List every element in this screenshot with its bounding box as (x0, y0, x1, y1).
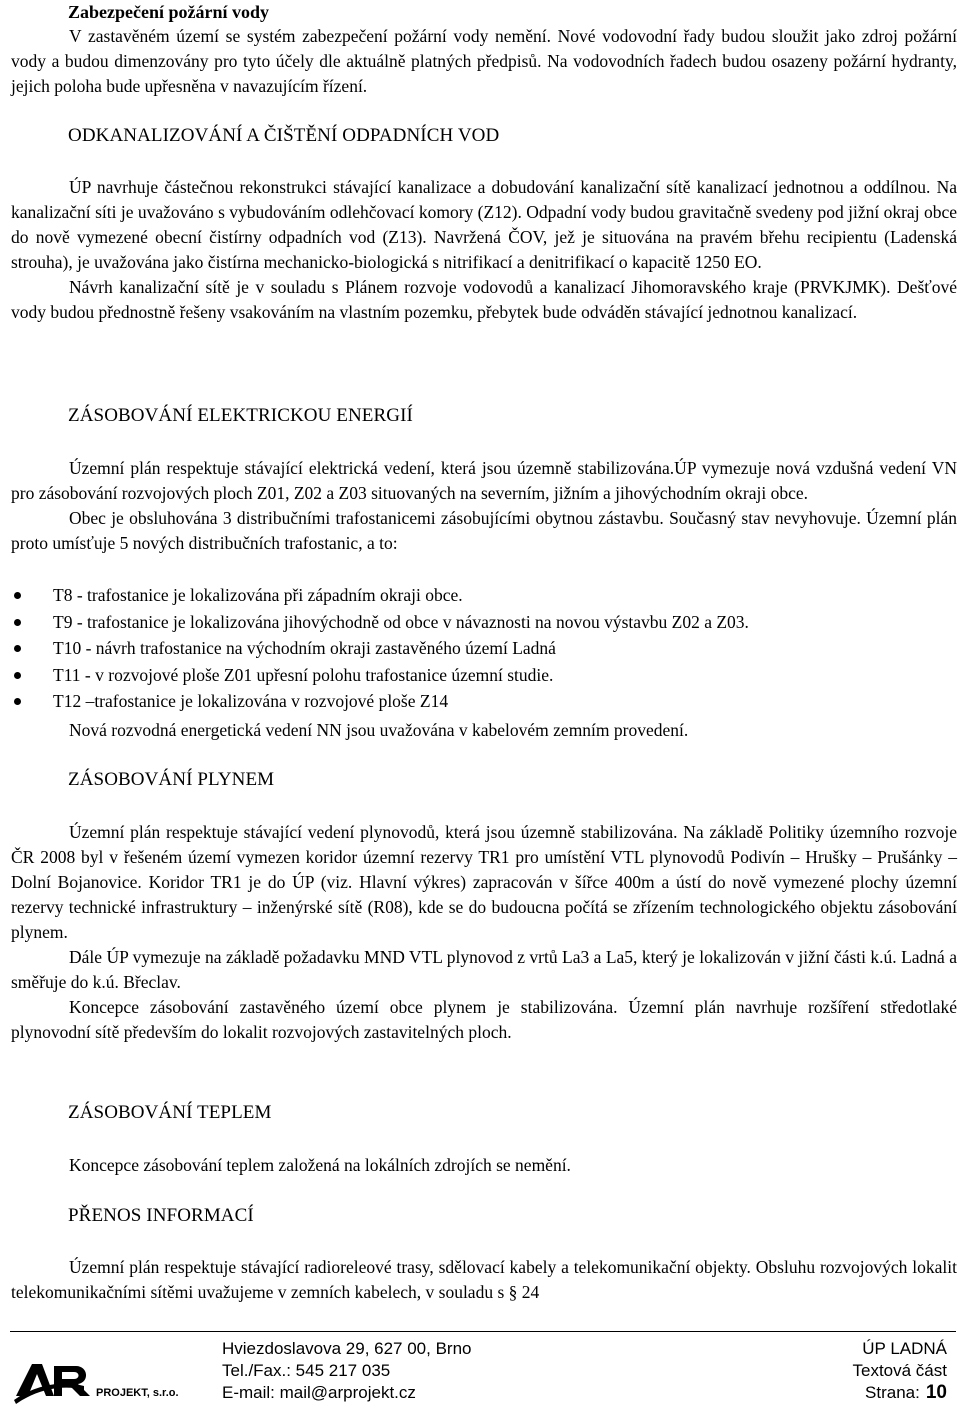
bullet-icon (14, 698, 21, 705)
footer-divider (10, 1331, 956, 1332)
telecom-text: Územní plán respektuje stávající radioreleové trasy, sdělovací kabely a telekomunikační objekty. Obsluhu rozvojových lokalit telekomunikačními sítěmi uvažujeme v zemních kabelech, v souladu s § 24 (11, 1257, 957, 1302)
company-address-block (222, 1338, 472, 1404)
sewerage-text-2: Návrh kanalizační sítě je v souladu s Plánem rozvoje vodovodů a kanalizací Jihomoravského kraje (PRVKJMK). Dešťové vody budou přednostně řešeny vsakováním na vlastním pozemku, přebytek bude odváděn stávající jednotnou kanalizací. (11, 277, 957, 322)
electricity-text-2: Obec je obsluhována 3 distribučními trafostanicemi zásobujícími obytnou zástavbu. Současný stav nevyhovuje. Územní plán proto umísťuje 5 nových distribučních trafostanic, a to: (11, 508, 957, 553)
electricity-paragraph-3 (11, 718, 957, 743)
document-info (853, 1338, 948, 1404)
bullet-icon (14, 619, 21, 626)
page-label: Strana: (865, 1383, 920, 1402)
gas-heading: ZÁSOBOVÁNÍ PLYNEM (68, 769, 275, 790)
sewerage-paragraph-1 (11, 175, 957, 325)
electricity-heading: ZÁSOBOVÁNÍ ELEKTRICKOU ENERGIÍ (68, 405, 413, 426)
bullet-icon (14, 645, 21, 652)
sewerage-heading: ODKANALIZOVÁNÍ A ČIŠTĚNÍ ODPADNÍCH VOD (68, 125, 500, 146)
heat-heading: ZÁSOBOVÁNÍ TEPLEM (68, 1102, 272, 1123)
company-email: E-mail: mail@arprojekt.cz (222, 1383, 416, 1402)
transformer-list (11, 583, 957, 716)
electricity-text-1: Územní plán respektuje stávající elektrická vedení, která jsou územně stabilizována.ÚP vymezuje nová vzdušná vedení VN pro zásobování rozvojových ploch Z01, Z02 a Z03 situovaných na severním, jižním a jihovýchodním okraji obce. (11, 458, 957, 503)
page-number: 10 (925, 1382, 947, 1403)
bullet-icon (14, 672, 21, 679)
gas-text-2: Dále ÚP vymezuje na základě požadavku MND VTL plynovod z vrtů La3 a La5, který je lokalizován v jižní části k.ú. Ladná a směřuje do k.ú. Břeclav. (11, 947, 957, 992)
gas-text-1: Územní plán respektuje stávající vedení plynovodů, která jsou územně stabilizována. Na základě Politiky územního rozvoje ČR 2008 byl v řešeném území vymezen koridor územní rezervy TR1 pro umístění VTL plynovodů Podivín – Hrušky – Prušánky – Dolní Bojanovice. Koridor TR1 je do ÚP (viz. Hlavní výkres) zapracován v šířce 400m a ústí do nově vymezené plochy územní rezervy technické infrastruktury – inženýrské sítě (R08), kde se do budoucna počítá se zřízením technologického objektu zásobování plynem. (11, 822, 957, 942)
heat-text: Koncepce zásobování teplem založená na lokálních zdrojích se nemění. (69, 1155, 571, 1175)
logo-text: PROJEKT, s.r.o. (96, 1387, 179, 1399)
heat-paragraph (11, 1153, 957, 1178)
company-logo (14, 1356, 179, 1408)
telecom-heading: PŘENOS INFORMACÍ (68, 1205, 254, 1226)
telecom-paragraph (11, 1255, 957, 1305)
list-item: T10 - návrh trafostanice na východním okraji zastavěného území Ladná (11, 636, 957, 663)
electricity-text-3: Nová rozvodná energetická vedení NN jsou uvažována v kabelovém zemním provedení. (69, 720, 689, 740)
fire-water-paragraph (11, 24, 957, 99)
bullet-icon (14, 592, 21, 599)
list-item: T8 - trafostanice je lokalizována při západním okraji obce. (11, 583, 957, 610)
page-footer (0, 1334, 960, 1417)
list-item: T11 - v rozvojové ploše Z01 upřesní polohu trafostanice územní studie. (11, 663, 957, 690)
list-item: T12 –trafostanice je lokalizována v rozvojové ploše Z14 (11, 689, 957, 716)
page-number-row (853, 1382, 948, 1404)
company-phone: Tel./Fax.: 545 217 035 (222, 1361, 391, 1380)
document-name: ÚP LADNÁ (862, 1339, 947, 1358)
gas-paragraphs (11, 820, 957, 1045)
fire-water-heading: Zabezpečení požární vody (68, 2, 269, 22)
ar-logo-icon (14, 1356, 179, 1408)
fire-water-text: V zastavěném území se systém zabezpečení požární vody nemění. Nové vodovodní řady budou sloužit jako zdroj požární vody a budou dimenzovány pro tyto účely dle aktuálně platných předpisů. Na vodovodních řadech budou osazeny požární hydranty, jejich poloha bude upřesněna v navazujícím řízení. (11, 26, 957, 96)
sewerage-text-1: ÚP navrhuje částečnou rekonstrukci stávající kanalizace a dobudování kanalizační sítě kanalizací jednotnou a oddílnou. Na kanalizační síti je uvažováno s vybudováním odlehčovací komory (Z12). Odpadní vody budou gravitačně svedeny pod jižní okraj obce do nově vymezené obecní čistírny odpadních vod (Z13). Navržená ČOV, jež je situována na pravém břehu recipientu (Ladenská strouha), je uvažována jako čistírna mechanicko-biologická s nitrifikací a denitrifikací o kapacitě 1250 EO. (11, 177, 957, 272)
document-part: Textová část (852, 1361, 947, 1380)
company-address: Hviezdoslavova 29, 627 00, Brno (222, 1339, 472, 1358)
list-item: T9 - trafostanice je lokalizována jihovýchodně od obce v návaznosti na novou výstavbu Z02 a Z03. (11, 610, 957, 637)
gas-text-3: Koncepce zásobování zastavěného území obce plynem je stabilizována. Územní plán navrhuje rozšíření středotlaké plynovodní sítě především do lokalit rozvojových zastavitelných ploch. (11, 997, 957, 1042)
electricity-paragraphs (11, 456, 957, 556)
